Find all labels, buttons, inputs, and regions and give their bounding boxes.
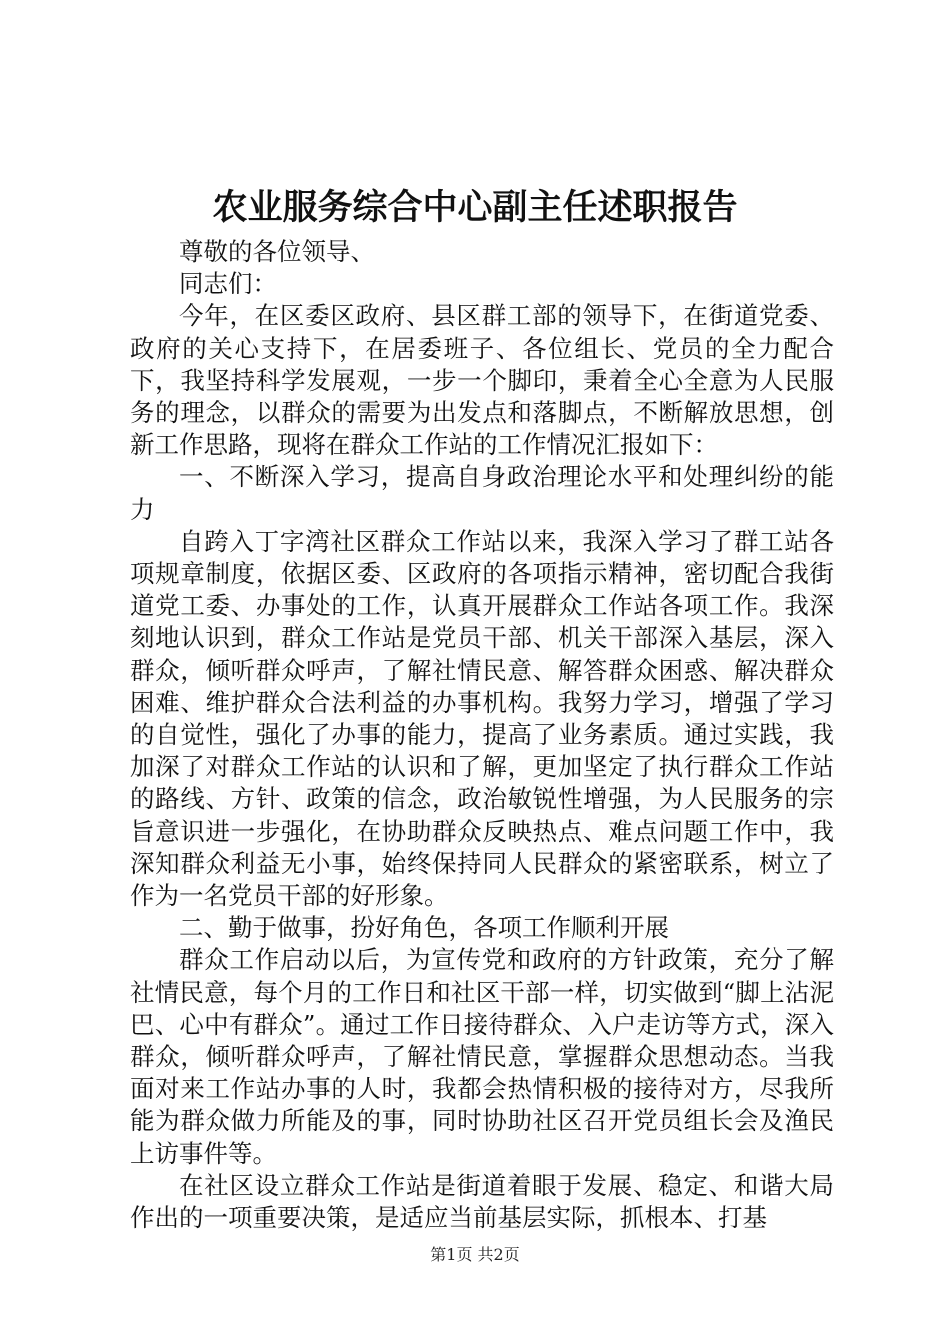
document-body	[130, 236, 834, 1234]
document-title: 农业服务综合中心副主任述职报告	[212, 187, 738, 228]
intro-paragraph: 今年，在区委区政府、县区群工部的领导下，在街道党委、政府的关心支持下，在居委班子、各位组长、党员的全力配合下，我坚持科学发展观，一步一个脚印，秉着全心全意为人民服务的理念，以群众的需要为出发点和落脚点，不断解放思想，创新工作思路，现将在群众工作站的工作情况汇报如下：	[130, 301, 834, 460]
section-heading-2: 二、勤于做事，扮好角色，各项工作顺利开展	[179, 913, 669, 943]
salutation-line-2: 同志们：	[179, 269, 277, 299]
page-footer: 第1页 共2页	[430, 1245, 520, 1264]
section-2-paragraph-1: 群众工作启动以后，为宣传党和政府的方针政策，充分了解社情民意，每个月的工作日和社区干部一样，切实做到“脚上沾泥巴、心中有群众”。通过工作日接待群众、入户走访等方式，深入群众，倾听群众呼声，了解社情民意，掌握群众思想动态。当我面对来工作站办事的人时，我都会热情积极的接待对方，尽我所能为群众做力所能及的事，同时协助社区召开党员组长会及渔民上访事件等。	[130, 945, 834, 1168]
section-2-paragraph-2: 在社区设立群众工作站是街道着眼于发展、稳定、和谐大局作出的一项重要决策，是适应当前基层实际，抓根本、打基	[130, 1170, 834, 1233]
section-1-paragraph: 自跨入丁字湾社区群众工作站以来，我深入学习了群工站各项规章制度，依据区委、区政府的各项指示精神，密切配合我街道党工委、办事处的工作，认真开展群众工作站各项工作。我深刻地认识到，群众工作站是党员干部、机关干部深入基层，深入群众，倾听群众呼声，了解社情民意、解答群众困惑、解决群众困难、维护群众合法利益的办事机构。我努力学习，增强了学习的自觉性，强化了办事的能力，提高了业务素质。通过实践，我加深了对群众工作站的认识和了解，更加坚定了执行群众工作站的路线、方针、政策的信念，政治敏锐性增强，为人民服务的宗旨意识进一步强化，在协助群众反映热点、难点问题工作中，我深知群众利益无小事，始终保持同人民群众的紧密联系，树立了作为一名党员干部的好形象。	[130, 526, 834, 911]
section-heading-1: 一、不断深入学习，提高自身政治理论水平和处理纠纷的能力	[130, 462, 834, 524]
salutation-line-1: 尊敬的各位领导、	[179, 237, 375, 266]
